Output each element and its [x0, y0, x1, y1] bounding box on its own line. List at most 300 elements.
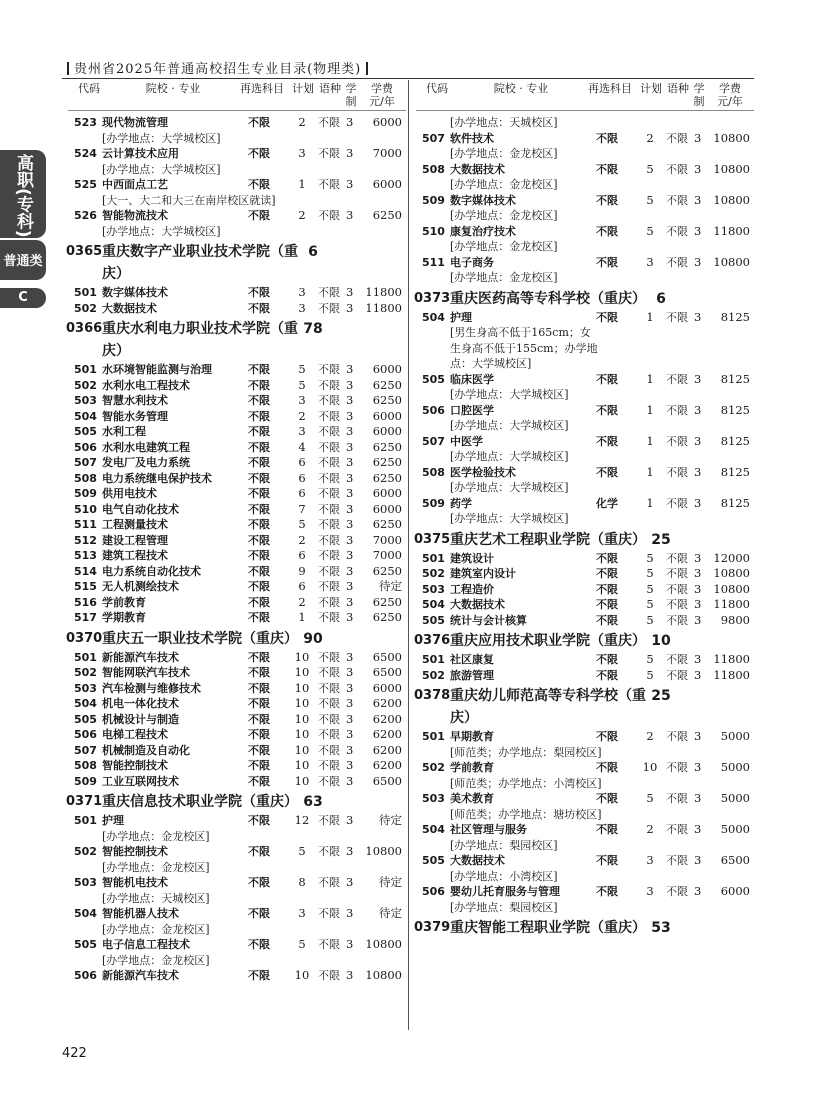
language: 不限: [666, 582, 688, 596]
tuition-fee: 6250: [372, 517, 402, 531]
tuition-fee: 6000: [372, 362, 402, 376]
table-row: [416, 310, 754, 326]
major-name: 电梯工程技术: [102, 728, 168, 741]
tuition-fee: 待定: [379, 906, 402, 920]
major-note: [办学地点：大学城校区]: [102, 131, 221, 145]
school-name: 重庆幼儿师范高等专科学校（重庆）: [450, 688, 646, 726]
left-column: [68, 82, 406, 984]
study-length: 3: [346, 742, 354, 757]
major-name: 云计算技术应用: [102, 147, 179, 160]
subject-requirement: 不限: [248, 774, 270, 788]
subject-requirement: 不限: [248, 518, 270, 531]
subject-requirement: 不限: [596, 372, 618, 386]
major-name: 电子信息工程技术: [102, 938, 190, 951]
study-length: 3: [694, 192, 702, 207]
tuition-fee: 8125: [720, 464, 750, 479]
table-row: [68, 146, 406, 162]
major-note: [办学地点：金龙校区]: [102, 860, 210, 874]
header-length-b: 制: [693, 95, 705, 108]
major-note: [办学地点：金龙校区]: [102, 922, 210, 936]
major-code: 503: [74, 394, 97, 407]
language: 不限: [318, 425, 340, 438]
school-code: 0378: [414, 688, 451, 703]
language: 不限: [318, 147, 340, 160]
table-row: [68, 424, 406, 440]
plan-count: 10: [294, 727, 310, 741]
subject-requirement: 不限: [248, 502, 270, 516]
language: 不限: [318, 697, 340, 710]
school-plan: 25: [651, 531, 671, 548]
study-length: 3: [694, 161, 702, 176]
table-row: [68, 743, 406, 759]
header-name: 院校 · 专业: [145, 82, 201, 95]
major-name: 智能网联汽车技术: [102, 666, 190, 679]
table-row: [416, 729, 754, 745]
plan-count: 10: [294, 680, 310, 695]
table-row: [416, 372, 754, 388]
major-name: 学前教育: [102, 595, 146, 609]
tuition-fee: 6500: [720, 853, 750, 867]
major-code: 508: [422, 465, 445, 479]
major-code: 504: [74, 907, 97, 920]
school-heading: [68, 791, 406, 813]
plan-count: 10: [294, 649, 310, 664]
major-code: 512: [74, 533, 97, 547]
tuition-fee: 10800: [713, 161, 750, 176]
subject-requirement: 不限: [596, 567, 618, 580]
major-name: 电力系统自动化技术: [102, 564, 201, 578]
plan-count: 1: [646, 371, 654, 386]
major-code: 515: [74, 580, 97, 593]
table-row: [68, 486, 406, 502]
header-name: 院校 · 专业: [493, 82, 549, 95]
subject-requirement: 不限: [248, 471, 270, 485]
table-row: [416, 465, 754, 481]
language: 不限: [666, 403, 688, 417]
school-code: 0365: [66, 244, 103, 259]
language: 不限: [318, 363, 340, 376]
plan-count: 5: [646, 566, 654, 580]
plan-count: 5: [646, 597, 654, 611]
plan-count: 1: [298, 177, 306, 191]
tuition-fee: 10800: [713, 192, 750, 207]
major-name: 供用电技术: [102, 487, 157, 500]
study-length: 3: [346, 610, 354, 624]
major-name: 工程测量技术: [102, 518, 168, 531]
major-name: 软件技术: [450, 131, 494, 145]
major-code: 505: [74, 712, 97, 726]
plan-count: 1: [646, 464, 654, 479]
language: 不限: [666, 613, 688, 627]
table-row: [68, 758, 406, 774]
table-row: [68, 362, 406, 378]
tuition-fee: 10800: [713, 581, 750, 596]
study-length: 3: [346, 594, 354, 609]
header-lang: 语种: [319, 82, 341, 95]
major-note: [办学地点：大学城校区]: [102, 162, 221, 176]
major-code: 502: [74, 666, 97, 679]
tuition-fee: 11800: [713, 667, 750, 682]
table-row: [68, 937, 406, 953]
table-row: [68, 378, 406, 394]
school-plan: 63: [303, 794, 323, 810]
table-header: [416, 82, 754, 111]
major-note: [办学地点：天城校区]: [450, 116, 558, 129]
major-name: 口腔医学: [450, 403, 494, 417]
language: 不限: [318, 650, 340, 664]
plan-count: 6: [298, 579, 306, 593]
study-length: 3: [346, 486, 354, 500]
table-row: [416, 613, 754, 629]
plan-count: 2: [298, 408, 306, 423]
subject-requirement: 不限: [248, 564, 270, 578]
study-length: 3: [346, 115, 354, 129]
subject-requirement: 不限: [248, 938, 270, 951]
study-length: 3: [694, 254, 702, 269]
table-row: [416, 131, 754, 147]
subject-requirement: 不限: [596, 885, 618, 898]
language: 不限: [318, 938, 340, 951]
study-length: 3: [694, 223, 702, 238]
school-heading: [416, 685, 754, 729]
language: 不限: [318, 759, 340, 772]
study-length: 3: [694, 597, 702, 611]
major-note: [办学地点：梨园校区]: [450, 900, 558, 914]
major-code: 509: [74, 774, 97, 788]
school-name: 重庆医药高等专科学校（重庆）: [450, 290, 646, 307]
study-length: 3: [346, 563, 354, 578]
study-length: 3: [346, 813, 354, 827]
language: 不限: [666, 598, 688, 611]
plan-count: 10: [294, 758, 310, 772]
subject-requirement: 不限: [248, 580, 270, 593]
study-length: 3: [694, 130, 702, 145]
school-plan: 53: [651, 920, 671, 936]
table-row: [416, 822, 754, 838]
table-row: [68, 968, 406, 984]
major-name: 护理: [102, 814, 124, 827]
tuition-fee: 6000: [372, 680, 402, 695]
subject-requirement: 不限: [248, 286, 270, 299]
study-length: 3: [346, 300, 354, 315]
tuition-fee: 待定: [379, 579, 402, 593]
subject-requirement: 不限: [596, 224, 618, 238]
major-code: 514: [74, 564, 97, 578]
plan-count: 1: [298, 610, 306, 624]
table-row: [68, 813, 406, 829]
study-length: 3: [694, 652, 702, 666]
language: 不限: [318, 666, 340, 679]
major-code: 505: [422, 613, 445, 627]
tuition-fee: 10800: [713, 566, 750, 580]
major-code: 516: [74, 595, 97, 609]
major-note: [办学地点：大学城校区]: [450, 512, 569, 525]
plan-count: 2: [298, 594, 306, 609]
tuition-fee: 9800: [720, 612, 750, 627]
table-row: [68, 906, 406, 922]
table-row: [68, 727, 406, 743]
language: 不限: [318, 487, 340, 500]
major-name: 水利水电工程技术: [102, 378, 190, 392]
plan-count: 5: [646, 550, 654, 565]
tuition-fee: 11800: [713, 223, 750, 238]
language: 不限: [318, 814, 340, 827]
subject-requirement: 化学: [596, 496, 618, 510]
table-header: [68, 82, 406, 111]
major-code: 526: [74, 209, 97, 222]
major-name: 水利工程: [102, 425, 146, 438]
tuition-fee: 7000: [372, 532, 402, 547]
school-heading: [68, 241, 406, 285]
tuition-fee: 6000: [372, 177, 402, 191]
tuition-fee: 6000: [720, 884, 750, 898]
table-row: [416, 551, 754, 567]
language: 不限: [666, 193, 688, 207]
plan-count: 1: [646, 309, 654, 324]
language: 不限: [318, 712, 340, 726]
language: 不限: [666, 465, 688, 479]
tuition-fee: 5000: [720, 791, 750, 805]
tuition-fee: 11800: [713, 597, 750, 611]
language: 不限: [318, 728, 340, 741]
header-length: [692, 82, 706, 108]
plan-count: 3: [298, 906, 306, 920]
subject-requirement: 不限: [248, 378, 270, 392]
school-name: 重庆艺术工程职业学院（重庆）: [450, 531, 646, 548]
plan-count: 1: [646, 433, 654, 448]
language: 不限: [318, 502, 340, 516]
major-code: 511: [74, 518, 97, 531]
language: 不限: [666, 885, 688, 898]
major-code: 509: [422, 496, 445, 510]
plan-count: 5: [298, 377, 306, 392]
subject-requirement: 不限: [248, 611, 270, 624]
major-code: 511: [422, 255, 445, 269]
subject-requirement: 不限: [248, 650, 270, 664]
header-subject: 再选科目: [240, 82, 284, 95]
tuition-fee: 待定: [379, 813, 402, 827]
table-row: [68, 774, 406, 790]
major-name: 新能源汽车技术: [102, 969, 179, 982]
major-name: 智能控制技术: [102, 845, 168, 858]
table-row: [68, 610, 406, 626]
table-row: [68, 665, 406, 681]
school-name: 重庆水利电力职业技术学院（重庆）: [102, 321, 298, 359]
subject-requirement: 不限: [248, 712, 270, 726]
major-name: 大数据技术: [450, 162, 505, 176]
tuition-fee: 10800: [365, 937, 402, 951]
subject-requirement: 不限: [248, 487, 270, 500]
language: 不限: [666, 730, 688, 743]
language: 不限: [318, 907, 340, 920]
header-fee-a: 学费: [371, 82, 393, 95]
language: 不限: [666, 551, 688, 565]
subject-requirement: 不限: [596, 193, 618, 207]
major-name: 现代物流管理: [102, 116, 168, 129]
language: 不限: [666, 434, 688, 448]
table-row: [416, 760, 754, 776]
school-code: 0379: [414, 920, 451, 935]
major-code: 503: [422, 582, 445, 596]
major-code: 508: [74, 471, 97, 485]
study-length: 3: [346, 548, 354, 562]
major-name: 建筑工程技术: [102, 549, 168, 562]
major-code: 503: [422, 792, 445, 805]
language: 不限: [666, 567, 688, 580]
tuition-fee: 6200: [372, 727, 402, 741]
plan-count: 2: [646, 729, 654, 743]
study-length: 3: [346, 937, 354, 951]
study-length: 3: [694, 433, 702, 448]
study-length: 3: [694, 612, 702, 627]
subject-requirement: 不限: [248, 456, 270, 469]
major-note: [办学地点：梨园校区]: [450, 838, 558, 852]
tuition-fee: 10800: [365, 844, 402, 858]
school-name: 重庆应用技术职业学院（重庆）: [450, 633, 646, 649]
tuition-fee: 10800: [713, 254, 750, 269]
subject-requirement: 不限: [248, 759, 270, 772]
major-code: 507: [422, 434, 445, 448]
major-name: 数字媒体技术: [450, 193, 516, 207]
subject-requirement: 不限: [248, 697, 270, 710]
tuition-fee: 待定: [379, 875, 402, 889]
language: 不限: [318, 394, 340, 407]
language: 不限: [318, 116, 340, 129]
plan-count: 5: [298, 844, 306, 858]
table-row: [68, 177, 406, 193]
subject-requirement: 不限: [596, 551, 618, 565]
header-title: 贵州省2025年普通高校招生专业目录(物理类): [74, 62, 362, 77]
study-length: 3: [346, 968, 354, 982]
language: 不限: [666, 372, 688, 386]
table-row: [68, 502, 406, 518]
tuition-fee: 6000: [372, 424, 402, 438]
language: 不限: [318, 564, 340, 578]
language: 不限: [318, 681, 340, 695]
plan-count: 3: [298, 285, 306, 299]
major-name: 建设工程管理: [102, 533, 168, 547]
tuition-fee: 11800: [713, 652, 750, 666]
subject-requirement: 不限: [248, 116, 270, 129]
major-code: 502: [74, 378, 97, 392]
tuition-fee: 8125: [720, 371, 750, 386]
plan-count: 6: [298, 470, 306, 485]
side-tab-batch-label: C: [18, 290, 28, 305]
major-code: 502: [422, 668, 445, 682]
table-row: [416, 403, 754, 419]
study-length: 3: [694, 371, 702, 386]
tuition-fee: 6250: [372, 594, 402, 609]
plan-count: 5: [298, 517, 306, 531]
major-name: 康复治疗技术: [450, 224, 516, 238]
plan-count: 1: [646, 402, 654, 417]
language: 不限: [318, 518, 340, 531]
table-row: [68, 301, 406, 317]
side-tab-level: [0, 150, 46, 238]
side-tab-level-label: 高职(专科): [13, 154, 33, 238]
language: 不限: [318, 178, 340, 191]
subject-requirement: 不限: [248, 425, 270, 438]
school-name: 重庆信息技术职业学院（重庆）: [102, 794, 298, 810]
table-row: [68, 696, 406, 712]
subject-requirement: 不限: [248, 363, 270, 376]
plan-count: 5: [646, 612, 654, 627]
plan-count: 2: [298, 115, 306, 129]
plan-count: 3: [298, 300, 306, 315]
header-fee-b: 元/年: [369, 95, 395, 108]
study-length: 3: [346, 711, 354, 726]
language: 不限: [318, 301, 340, 315]
study-length: 3: [346, 177, 354, 191]
plan-count: 2: [298, 532, 306, 547]
plan-count: 8: [298, 875, 306, 889]
major-code: 507: [74, 743, 97, 757]
subject-requirement: 不限: [596, 613, 618, 627]
header-lang: 语种: [667, 82, 689, 95]
study-length: 3: [346, 680, 354, 695]
table-row: [416, 853, 754, 869]
study-length: 3: [694, 667, 702, 682]
subject-requirement: 不限: [596, 403, 618, 417]
header-length: [344, 82, 358, 108]
tuition-fee: 5000: [720, 822, 750, 836]
major-name: 临床医学: [450, 372, 494, 386]
plan-count: 6: [298, 548, 306, 562]
subject-requirement: 不限: [248, 666, 270, 679]
tuition-fee: 6500: [372, 665, 402, 679]
plan-count: 5: [646, 667, 654, 682]
header-fee: [360, 82, 404, 108]
header-subject: 再选科目: [588, 82, 632, 95]
major-name: 电子商务: [450, 255, 494, 269]
tuition-fee: 6250: [372, 610, 402, 624]
language: 不限: [318, 611, 340, 624]
major-code: 507: [74, 456, 97, 469]
table-row: [416, 582, 754, 598]
subject-requirement: 不限: [248, 440, 270, 454]
major-code: 508: [422, 162, 445, 176]
tuition-fee: 6000: [372, 408, 402, 423]
subject-requirement: 不限: [596, 854, 618, 867]
language: 不限: [666, 310, 688, 324]
school-code: 0370: [66, 630, 103, 646]
study-length: 3: [694, 884, 702, 898]
major-code: 505: [422, 854, 445, 867]
study-length: 3: [694, 550, 702, 565]
study-length: 3: [346, 408, 354, 423]
language: 不限: [666, 162, 688, 176]
major-code: 509: [74, 487, 97, 500]
language: 不限: [318, 471, 340, 485]
major-code: 504: [422, 823, 445, 836]
major-name: 智能机器人技术: [102, 907, 179, 920]
tuition-fee: 10800: [713, 130, 750, 145]
plan-count: 10: [294, 665, 310, 679]
study-length: 3: [346, 727, 354, 741]
subject-requirement: 不限: [248, 743, 270, 757]
major-note: [师范类；办学地点：小湾校区]: [450, 776, 602, 790]
language: 不限: [318, 580, 340, 593]
tuition-fee: 6500: [372, 649, 402, 664]
major-code: 502: [74, 301, 97, 315]
major-code: 501: [422, 551, 445, 565]
study-length: 3: [346, 758, 354, 772]
study-length: 3: [346, 393, 354, 407]
school-heading: [416, 917, 754, 939]
plan-count: 4: [298, 439, 306, 454]
major-name: 早期教育: [450, 730, 494, 743]
language: 不限: [318, 876, 340, 889]
